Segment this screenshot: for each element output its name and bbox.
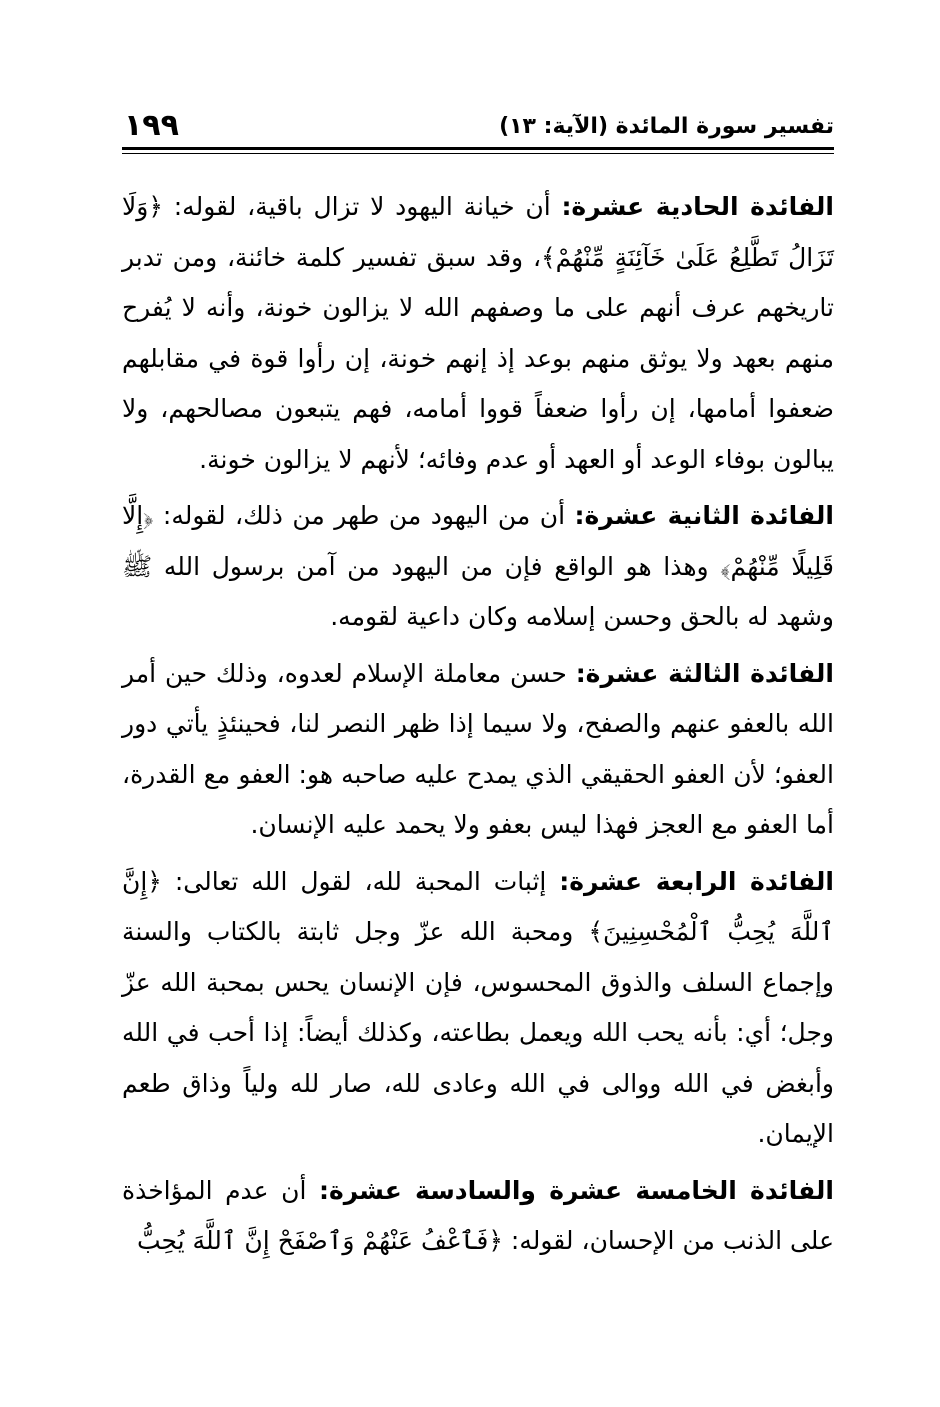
page-number: ١٩٩ (124, 108, 179, 143)
paragraph-benefit-15-16 (122, 1166, 834, 1267)
paragraph-lead: الفائدة الحادية عشرة: (561, 192, 834, 221)
paragraph-lead: الفائدة الرابعة عشرة: (559, 866, 834, 896)
paragraph-text: حسن معاملة الإسلام لعدوه، وذلك حين أمر الله بالعفو عنهم والصفح، ولا سيما إذا ظهر النصر لنا، فحينئذٍ يأتي دور العفو؛ لأن العفو الحقيقي الذي يمدح عليه صاحبه هو: العفو مع القدرة، أما العفو مع العجز فهذا ليس بعفو ولا يحمد عليه الإنسان. (122, 658, 834, 839)
paragraph-benefit-13 (122, 649, 834, 851)
paragraph-lead: الفائدة الثالثة عشرة: (575, 658, 834, 688)
paragraph-text: أن عدم المؤاخذة على الذنب من الإحسان، لقوله: ﴿فَٱعْفُ عَنْهُمْ وَٱصْفَحْ إِنَّ ٱللَّهَ يُحِبُّ (122, 1175, 834, 1255)
paragraph-lead: الفائدة الثانية عشرة: (574, 501, 834, 530)
paragraph-text: أن من اليهود من طهر من ذلك، لقوله: ﴿إِلَّا قَلِيلًا مِّنْهُمْ﴾ وهذا هو الواقع فإن من اليهود من آمن برسول الله ﷺ وشهد له بالحق وحسن إسلامه وكان داعية لقومه. (122, 501, 834, 631)
page-header (122, 108, 834, 148)
running-title: تفسير سورة المائدة (الآية: ١٣) (499, 114, 834, 139)
paragraph-text: إثبات المحبة لله، لقول الله تعالى: ﴿إِنَّ ٱللَّهَ يُحِبُّ ٱلْمُحْسِنِينَ﴾ ومحبة الله عزّ وجل ثابتة بالكتاب والسنة وإجماع السلف والذوق المحسوس، فإن الإنسان يحس بمحبة الله عزّ وجل؛ أي: بأنه يحب الله ويعمل بطاعته، وكذلك أيضاً: إذا أحب في الله وأبغض في الله ووالى في الله وعادى لله، صار لله ولياً وذاق طعم الإيمان. (122, 866, 834, 1148)
header-rule-thin (122, 153, 834, 154)
header-rule-thick (122, 147, 834, 150)
paragraph-lead: الفائدة الخامسة عشرة والسادسة عشرة: (318, 1175, 834, 1205)
body-text (122, 182, 834, 1273)
paragraph-benefit-14 (122, 857, 834, 1160)
paragraph-text: أن خيانة اليهود لا تزال باقية، لقوله: ﴿وَلَا تَزَالُ تَطَّلِعُ عَلَىٰ خَآئِنَةٍ مِّنْهُمْ﴾، وقد سبق تفسير كلمة خائنة، ومن تدبر تاريخهم عرف أنهم على ما وصفهم الله لا يزالون خونة، وأنه لا يُفرح منهم بعهد ولا يوثق منهم بوعد إذ إنهم خونة، إن رأوا قوة في مقابلهم ضعفوا أمامها، إن رأوا ضعفاً قووا أمامه، فهم يتبعون مصالحهم، ولا يبالون بوفاء الوعد أو العهد أو عدم وفائه؛ لأنهم لا يزالون خونة. (122, 192, 834, 474)
paragraph-benefit-11 (122, 182, 834, 485)
paragraph-benefit-12 (122, 491, 834, 643)
